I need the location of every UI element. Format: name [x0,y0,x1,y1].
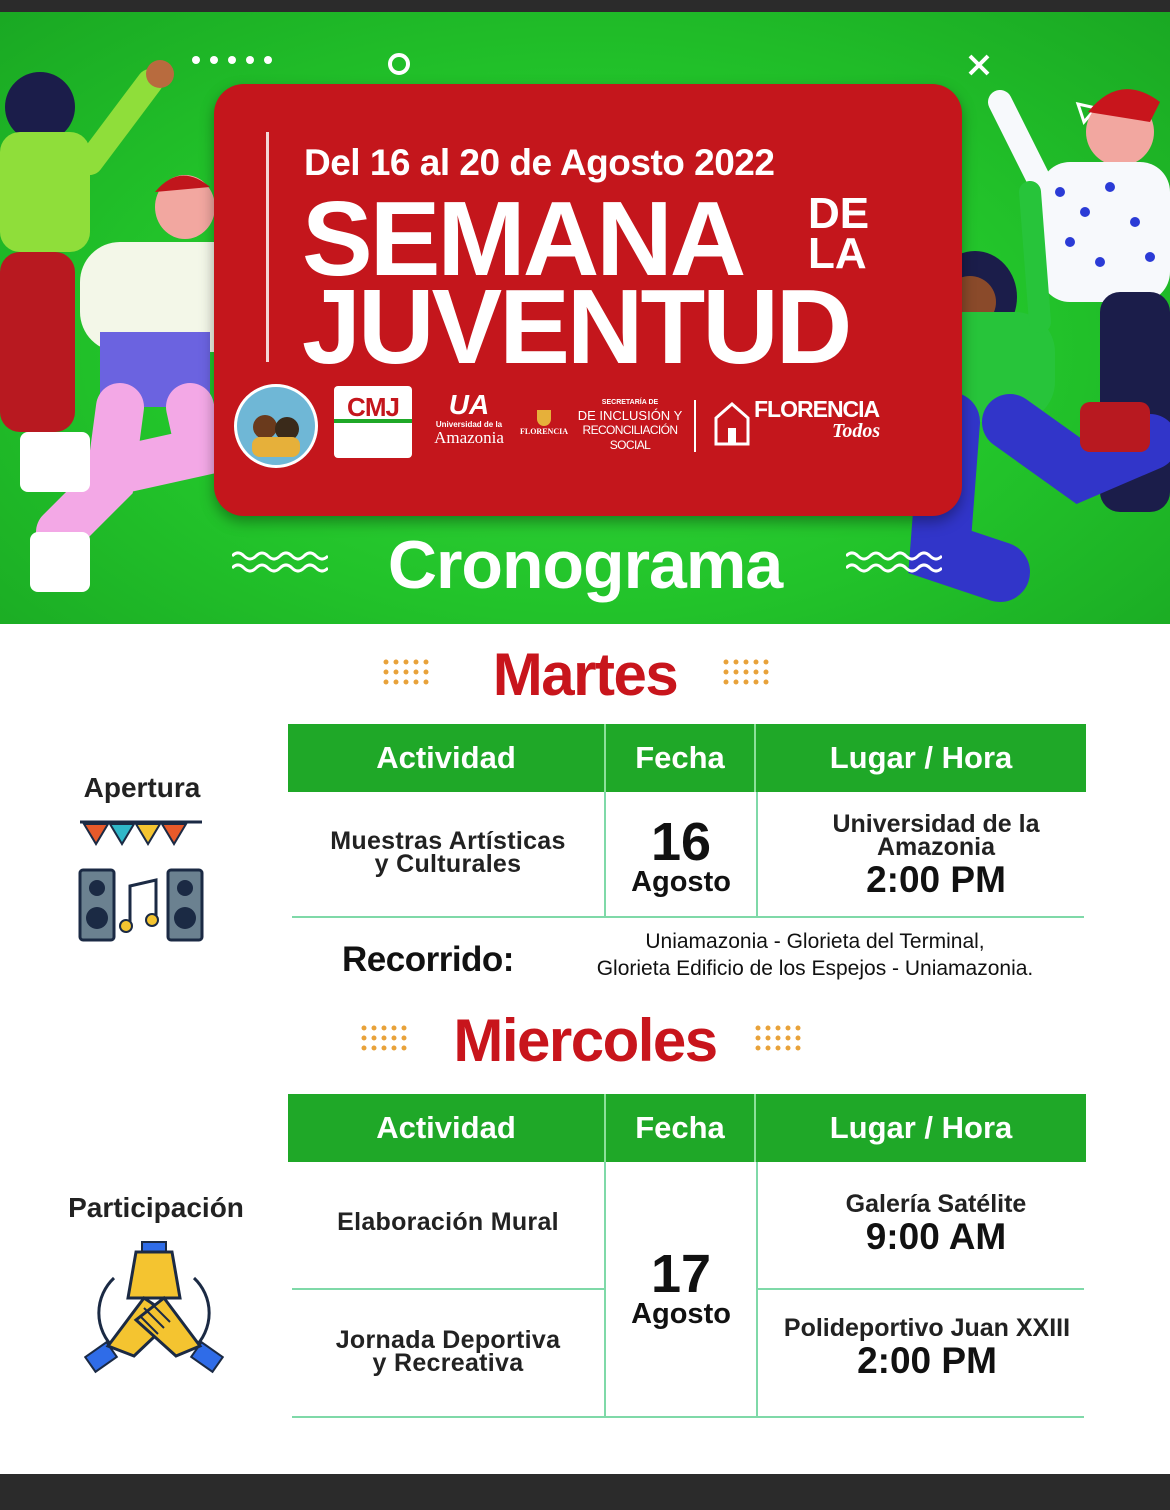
day-heading-miercoles: Miercoles [453,1007,717,1074]
side-label-apertura: Apertura [83,772,201,803]
florencia-crest-logo: FLORENCIA [518,410,570,438]
col-fecha: Fecha [604,724,756,792]
date-cell [606,1162,756,1416]
activity-name-cont: y Culturales [374,850,522,878]
col-actividad: Actividad [376,740,516,775]
col-lugar-hora: Lugar / Hora [829,740,1013,775]
youth-group-logo [234,384,318,468]
title-divider [266,132,269,362]
dots-right-martes [722,656,792,696]
cmj-logo: CMJ [334,386,412,458]
cronograma-row [0,520,1170,603]
universidad-amazonia-logo: UA Universidad de la Amazonia [424,390,514,447]
crest-icon [537,410,551,426]
date-day: 17 [650,1244,712,1304]
cronograma-title: Cronograma [387,527,783,603]
table-row [300,1302,596,1402]
activity-name: Elaboración Mural [337,1207,559,1236]
florencia-todos-logo: FLORENCIA Todos [712,394,888,454]
day-heading-martes: Martes [492,641,678,708]
table-header-miercoles [288,1094,1086,1162]
table-divider [756,792,758,918]
activity-name: Muestras Artísticas [330,827,566,855]
top-bar [0,0,1170,12]
table-header-martes [288,724,1086,792]
secretaria-logo: SECRETARÍA DE DE INCLUSIÓN Y RECONCILIACIÓN SOCIAL [577,399,683,452]
date-month: Agosto [631,866,731,898]
date-day: 16 [650,812,712,872]
place-name: Universidad de la [832,810,1040,838]
party-music-icon [76,814,206,944]
place-cell [762,1306,1092,1392]
bottom-bar [0,1474,1170,1510]
side-label-participacion: Participación [68,1192,244,1223]
col-lugar-hora: Lugar / Hora [829,1110,1013,1145]
activity-name: Jornada Deportiva [335,1326,561,1354]
route-label: Recorrido: [342,940,514,979]
sponsor-logos [234,380,934,470]
activity-name-cont: y Recreativa [372,1349,524,1377]
place-name: Polideportivo Juan XXIII [783,1313,1071,1342]
logo-divider [694,400,696,452]
title-juventud: JUVENTUD [302,268,850,386]
teamwork-hands-icon [84,1238,224,1378]
date-month: Agosto [631,1298,731,1330]
event-time: 9:00 AM [865,1215,1007,1257]
route-description: Uniamazonia - Glorieta del Terminal, Glorieta Edificio de los Espejos - Uniamazonia. [596,930,1034,980]
table-divider [292,916,1084,918]
event-time: 2:00 PM [857,1339,997,1381]
date-cell [606,802,756,912]
table-divider [292,1416,1084,1418]
wave-right-icon [846,550,942,574]
place-name-cont: Amazonia [876,833,996,861]
banner [0,12,1170,624]
col-actividad: Actividad [376,1110,516,1145]
title-semana: SEMANA [302,180,744,298]
table-divider [758,1288,1084,1290]
title-de-la: DE LA [808,189,870,278]
place-name: Galería Satélite [845,1189,1027,1218]
place-cell [760,1182,1112,1268]
poster [0,12,1170,1474]
event-dates: Del 16 al 20 de Agosto 2022 [304,142,775,183]
dots-right-miercoles [754,1022,824,1062]
table-row [300,1172,596,1272]
event-time: 2:00 PM [866,859,1006,900]
place-cell [760,802,1112,912]
title-panel [214,84,962,516]
church-icon [712,400,752,446]
table-row [300,798,596,908]
col-fecha: Fecha [604,1094,756,1162]
table-divider [292,1288,604,1290]
ua-icon: UA [448,389,490,420]
